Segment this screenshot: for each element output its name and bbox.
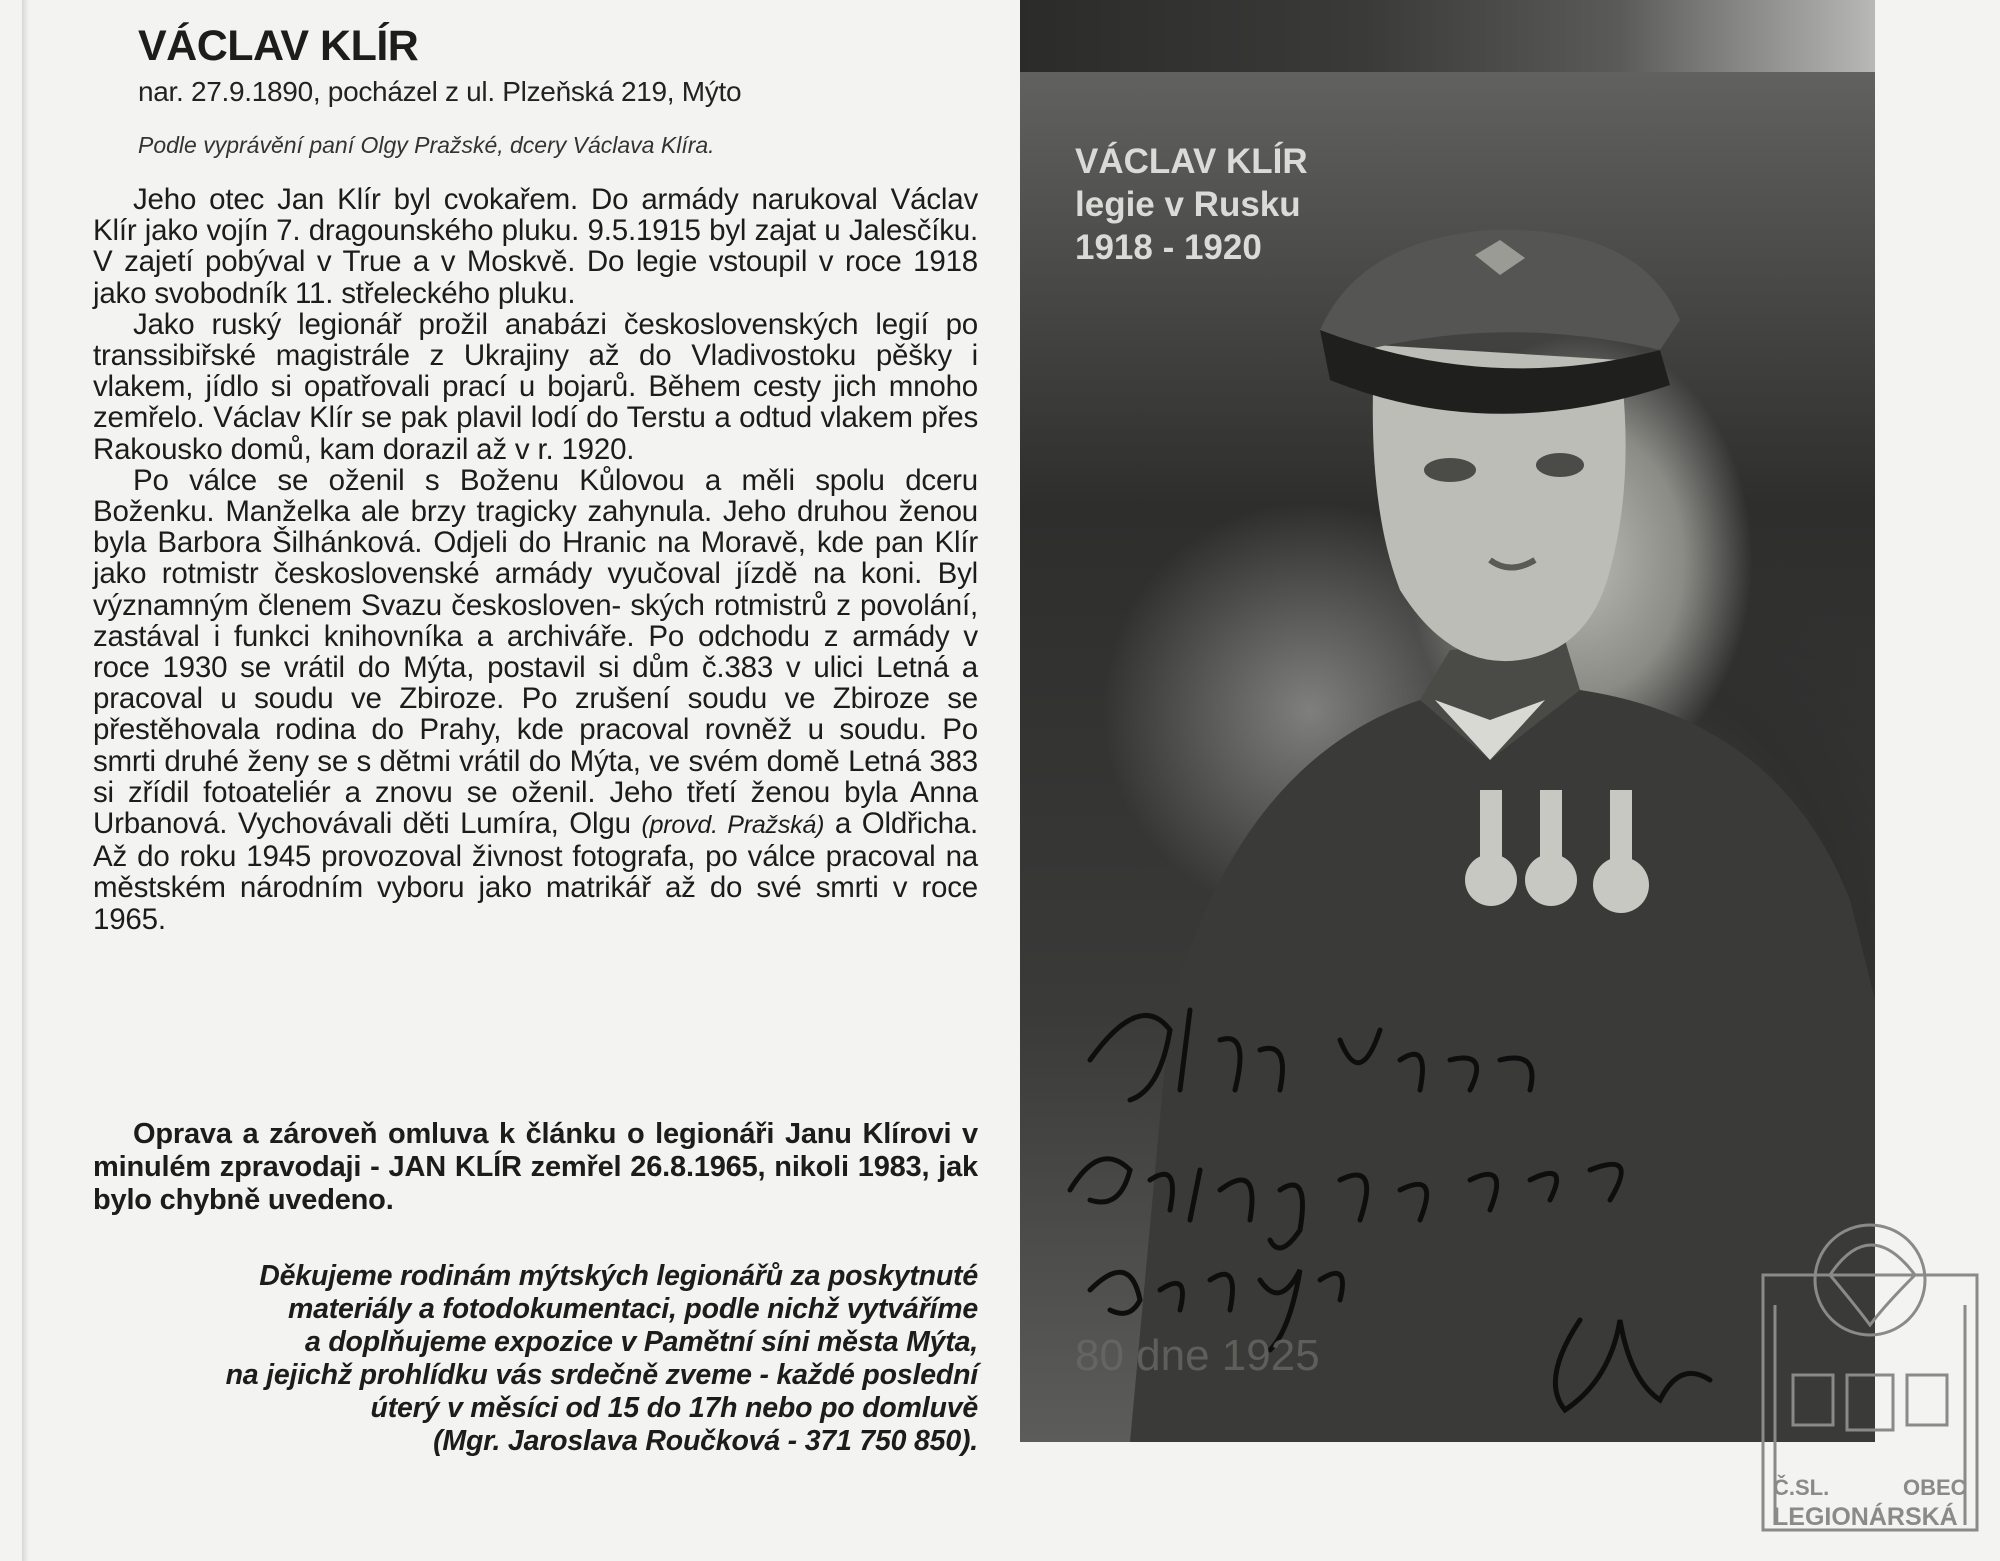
paragraph-2: Jako ruský legionář prožil anabázi československých legií po transsibiřské magistrále z Ukrajiny až do Vladivostoku pěšky i vlakem, jídlo si opatřovali prací u bojarů. Během cesty jich mnoho zemřelo. Václav Klír se pak plavil lodí do Terstu a odtud vlakem přes Rakousko domů, kam dorazil až v r. 1920. <box>93 307 978 466</box>
correction-note: Oprava a zároveň omluva k článku o legionáři Janu Klírovi v minulém zpravodaji - JAN KLÍR zemřel 26.8.1965, nikoli 1983, jak bylo chybně uvedeno. <box>93 1118 978 1216</box>
legion-emblem-logo <box>1755 1195 1985 1540</box>
date-stamp: 80 dne 1925 <box>1075 1331 1320 1380</box>
article-column <box>88 0 988 1561</box>
paragraph-1: Jeho otec Jan Klír byl cvokařem. Do armády narukoval Václav Klír jako vojín 7. dragounského pluku. 9.5.1915 byl zajat u Jalesčíku. V zajetí pobýval v True a v Moskvě. Do legie vstoupil v roce 1918 jako svobodník 11. střeleckého pluku. <box>93 183 978 310</box>
paragraph-3-part-a: Po válce se oženil s Boženu Kůlovou a měli spolu dceru Boženku. Manželka ale brzy tragicky zahynula. Jeho druhou ženou byla Barbora Šilhánková. Odjeli do Hranic na Moravě, kde pan Klír jako rotmistr československé armády vyučoval jízdě na koni. Byl významným členem Svazu českosloven- ských rotmistrů z povolání, zastával i funkci knihovníka a archiváře. Po odchodu z armády v roce 1930 se vrátil do Mýta, postavil si dům č.383 v ulici Letná a pracoval u soudu ve Zbiroze. Po zrušení soudu ve Zbiroze se přestěhovala rodina do Prahy, kde pracoval rovněž u soudu. Po smrti druhé ženy se s dětmi vrátil do Mýta, ve svém domě Letná 383 si zřídil fotoateliér a znovu se oženil. Jeho třetí ženou byla Anna Urbanová. Vychovávali děti Lumíra, Olgu <box>93 463 978 841</box>
caption-legion: legie v Rusku <box>1075 185 1301 224</box>
thanks-line: (Mgr. Jaroslava Roučková - 371 750 850). <box>433 1425 978 1457</box>
article-title: VÁCLAV KLÍR <box>138 22 419 70</box>
source-line: Podle vyprávění paní Olgy Pražské, dcery Václava Klíra. <box>138 132 715 158</box>
paragraph-3 <box>93 465 978 935</box>
birth-line: nar. 27.9.1890, pocházel z ul. Plzeňská 219, Mýto <box>138 76 742 107</box>
article-body <box>93 184 978 935</box>
thanks-note <box>93 1260 978 1458</box>
thanks-line: Děkujeme rodinám mýtských legionářů za poskytnuté <box>259 1260 978 1292</box>
thanks-line: na jejichž prohlídku vás srdečně zveme - každé poslední <box>225 1359 978 1391</box>
paragraph-3-part-b: a Oldřicha. Až do roku 1945 provozoval živnost fotografa, po válce pracoval na městském národním vyboru jako matrikář až do své smrti v roce 1965. <box>93 807 978 936</box>
scan-edge <box>22 0 28 1561</box>
caption-name: VÁCLAV KLÍR <box>1075 142 1308 181</box>
caption-years: 1918 - 1920 <box>1075 228 1262 267</box>
thanks-line: úterý v měsíci od 15 do 17h nebo po domluvě <box>370 1392 978 1424</box>
thanks-line: a doplňujeme expozice v Pamětní síni města Mýta, <box>304 1326 978 1358</box>
handwritten-signature <box>1020 0 1875 1442</box>
portrait-photo <box>1020 0 1875 1442</box>
emblem-text-left: Č.SL. <box>1773 1475 1830 1500</box>
thanks-line: materiály a fotodokumentaci, podle nichž vytváříme <box>287 1293 978 1325</box>
emblem-text-bottom: LEGIONÁRSKÁ <box>1773 1503 1958 1531</box>
emblem-text-right: OBEC <box>1903 1475 1967 1500</box>
paragraph-3-provd: (provd. Pražská) <box>641 811 825 840</box>
